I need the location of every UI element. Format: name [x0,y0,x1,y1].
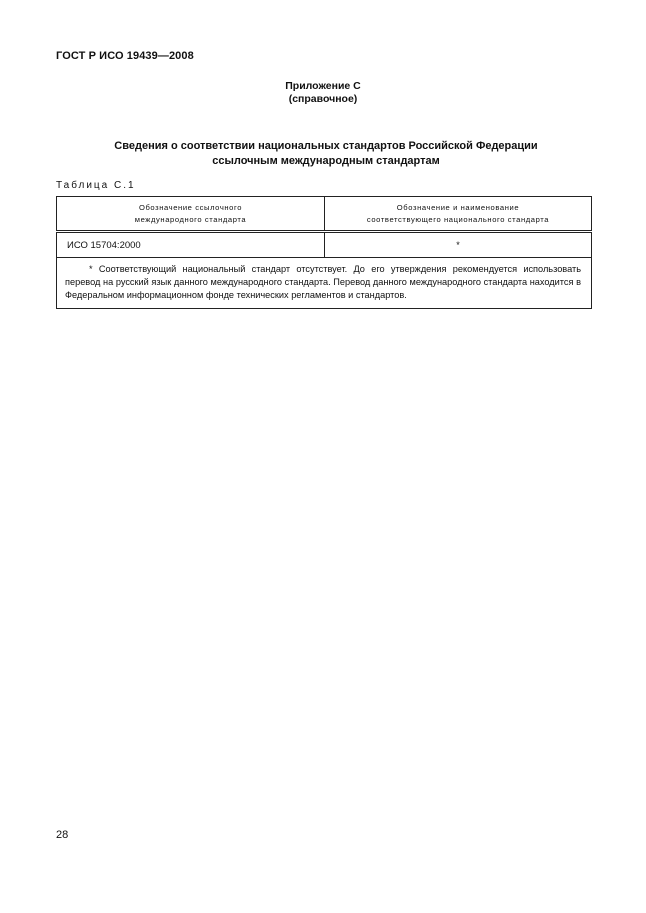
document-code: ГОСТ Р ИСО 19439—2008 [56,50,194,62]
header-reference-line-2: международного стандарта [134,214,247,224]
national-standard-cell: * [325,232,592,258]
table-row [57,232,592,258]
reference-standard-cell: ИСО 15704:2000 [57,232,325,258]
header-reference-line-1: Обозначение ссылочного [138,202,243,212]
section-title [60,139,592,169]
table-header-row [57,197,592,232]
section-title-line-1: Сведения о соответствии национальных стандартов Российской Федерации [114,140,538,152]
page-number: 28 [56,829,69,841]
table-note-cell [57,258,592,309]
standards-correspondence-table [56,196,592,309]
table-caption: Таблица С.1 [56,180,136,191]
header-national-line-1: Обозначение и наименование [396,202,520,212]
appendix-title: Приложение С [285,80,361,92]
header-national-line-2: соответствующего национального стандарта [366,214,550,224]
section-title-line-2: ссылочным международным стандартам [212,155,440,167]
table-footnote: * Соответствующий национальный стандарт отсутствует. До его утверждения рекомендуется использовать перевод на русский язык данного международного стандарта. Перевод данного международного стандарта находится в Федеральном информационном фонде технических регламентов и стандартов. [65,264,581,300]
appendix-subtitle: (справочное) [288,93,358,105]
header-national-standard [325,197,592,232]
header-reference-standard [57,197,325,232]
table-note-row [57,258,592,309]
appendix-heading [0,80,646,106]
